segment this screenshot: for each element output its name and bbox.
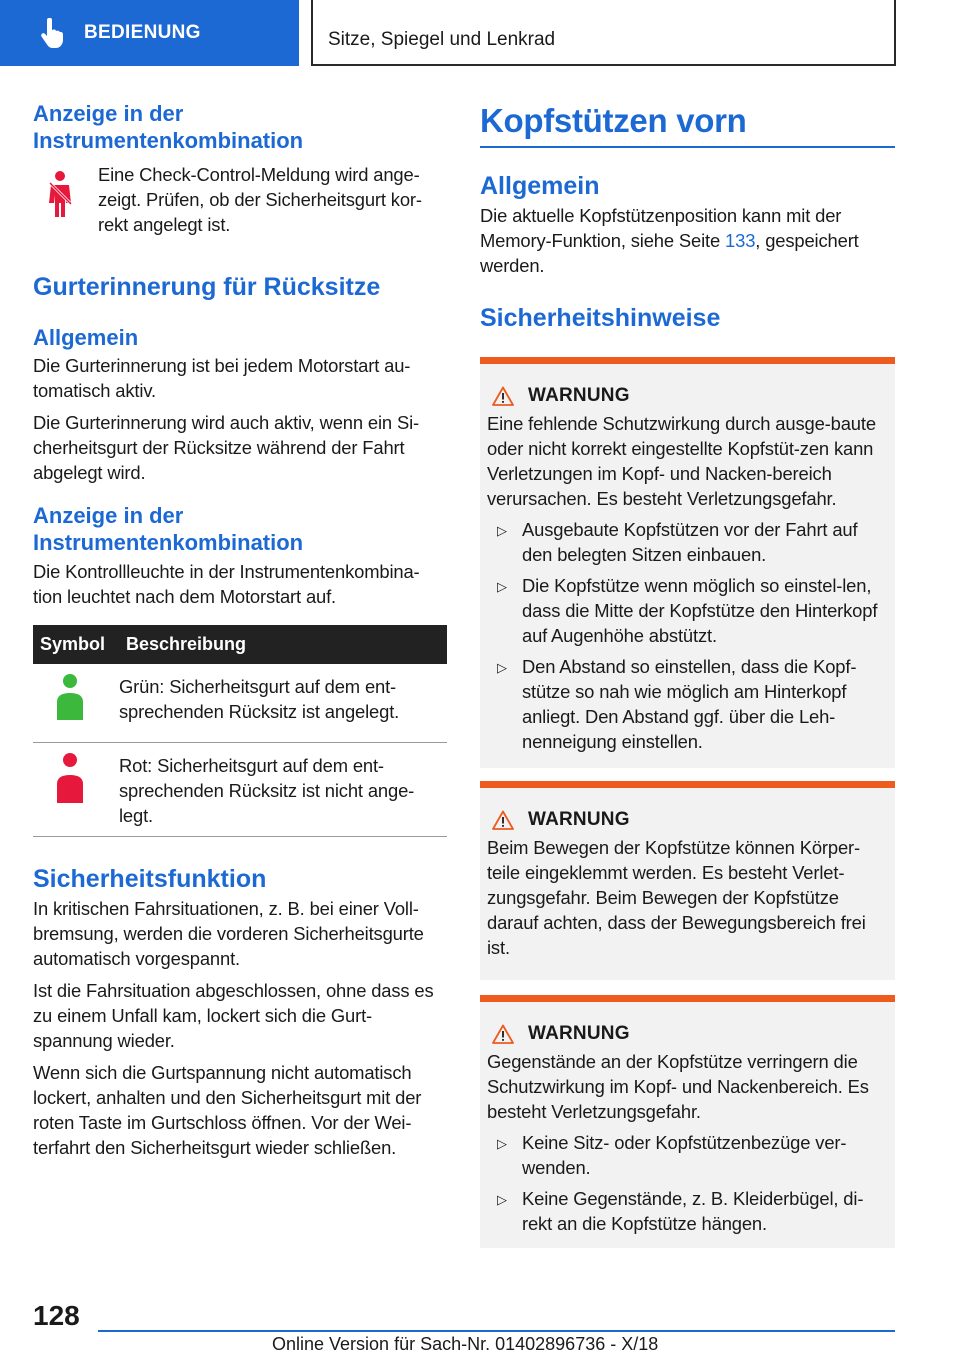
warning-text: Gegenstände an der Kopfstütze verringern die Schutzwirkung im Kopf- und Nackenbereich. Es besteht Verletzungsgefahr. [487, 1051, 869, 1122]
bullet-triangle-icon: ▷ [497, 660, 507, 675]
check-control-row [33, 162, 447, 237]
paragraph: Wenn sich die Gurtspannung nicht automatisch lockert, anhalten und den Sicherheitsgurt mit der roten Taste im Gurtschloss öffnen. Vor der Wei-terfahrt den Sicherheitsgurt wieder schließen. [33, 1062, 422, 1158]
footer-rule [98, 1330, 895, 1332]
warning-label: WARNUNG [528, 1023, 630, 1044]
warning-box [480, 781, 895, 980]
list-item-text: Keine Sitz- oder Kopfstützenbezüge ver-wenden. [522, 1132, 847, 1178]
subheading-general: Allgemein [33, 325, 139, 350]
paragraph: Die Gurterinnerung wird auch aktiv, wenn ein Si-cherheitsgurt der Rücksitze während der Fahrt abgelegt wird. [33, 412, 419, 483]
left-column [33, 100, 447, 1160]
list-item-text: Den Abstand so einstellen, dass die Kopf-stütze so nah wie möglich am Hinterkopf anliegt. Den Abstand ggf. über die Leh-nenneigung einstellen. [522, 656, 857, 752]
right-column [480, 102, 895, 1248]
symbol-table [33, 625, 447, 837]
list-item [487, 1130, 887, 1180]
warning-list [487, 517, 887, 754]
table-header-description: Beschreibung [119, 625, 447, 664]
table-header-symbol: Symbol [33, 625, 119, 664]
check-control-text: Eine Check-Control-Meldung wird ange-zeigt. Prüfen, ob der Sicherheitsgurt kor-rekt angelegt ist. [98, 164, 422, 235]
page-title: Kopfstützen vorn [480, 102, 747, 139]
hand-pointer-icon [38, 18, 66, 48]
section-title: BEDIENUNG [84, 22, 201, 43]
footer-text: Online Version für Sach-Nr. 01402896736 - X/18 [272, 1334, 659, 1354]
warning-text: Beim Bewegen der Kopfstütze können Körper-teile eingeklemmt werden. Es besteht Verlet-zungsgefahr. Beim Bewegen der Kopfstütze darauf achten, dass der Bewegungsbereich frei ist. [487, 837, 866, 958]
warning-icon [492, 1024, 514, 1044]
warning-list [487, 1130, 887, 1236]
chapter-title: Sitze, Spiegel und Lenkrad [328, 29, 556, 50]
table-row [33, 664, 447, 743]
heading-display: Anzeige in der Instrumentenkombination [33, 503, 304, 555]
bullet-triangle-icon: ▷ [497, 1136, 507, 1151]
list-item-text: Keine Gegenstände, z. B. Kleiderbügel, di-rekt an die Kopfstütze hängen. [522, 1188, 864, 1234]
warning-text: Eine fehlende Schutzwirkung durch ausge-baute oder nicht korrekt eingestellte Kopfstüt-zen kann Verletzungen im Kopf- und Nacken-bereich verursachen. Es besteht Verletzungsgefahr. [487, 413, 876, 509]
green-person-icon [54, 674, 86, 724]
title-rule [480, 146, 895, 148]
page-number: 128 [33, 1300, 80, 1331]
red-person-icon [54, 753, 86, 807]
warning-icon [492, 810, 514, 830]
list-item [487, 517, 887, 567]
list-item-text: Ausgebaute Kopfstützen vor der Fahrt auf den belegten Sitzen einbauen. [522, 519, 858, 565]
subheading-general: Allgemein [480, 172, 600, 200]
table-cell: Rot: Sicherheitsgurt auf dem ent-sprechenden Rücksitz ist nicht ange-legt. [119, 743, 447, 837]
subheading-safety-notes: Sicherheitshinweise [480, 304, 721, 332]
table-row [33, 743, 447, 837]
warning-box [480, 995, 895, 1248]
heading-display: Anzeige in der Instrumentenkombination [33, 101, 304, 153]
list-item [487, 573, 887, 648]
bullet-triangle-icon: ▷ [497, 523, 507, 538]
bullet-triangle-icon: ▷ [497, 579, 507, 594]
table-cell: Grün: Sicherheitsgurt auf dem ent-sprechenden Rücksitz ist angelegt. [119, 664, 447, 743]
paragraph: Die Kontrollleuchte in der Instrumentenkombina-tion leuchtet nach dem Motorstart auf. [33, 561, 420, 607]
heading-rear-reminder: Gurterinnerung für Rücksitze [33, 273, 381, 301]
section-tab [0, 0, 299, 66]
warning-label: WARNUNG [528, 809, 630, 830]
warning-label: WARNUNG [528, 385, 630, 406]
paragraph-memory [480, 203, 895, 278]
list-item [487, 654, 887, 754]
page-link[interactable]: 133 [725, 230, 756, 251]
heading-safety-function: Sicherheitsfunktion [33, 865, 267, 893]
chapter-header [311, 0, 896, 66]
warning-icon [492, 386, 514, 406]
paragraph: Die Gurterinnerung ist bei jedem Motorstart au-tomatisch aktiv. [33, 355, 411, 401]
warning-box [480, 357, 895, 768]
text: , gespeichert werden. [480, 230, 859, 276]
list-item [487, 1186, 887, 1236]
text: Die aktuelle Kopfstützenposition kann mit der Memory-Funktion, siehe Seite [480, 205, 842, 251]
paragraph: In kritischen Fahrsituationen, z. B. bei einer Voll-bremsung, werden die vorderen Sicherheitsgurte automatisch vorgespannt. [33, 898, 424, 969]
seatbelt-warning-icon [47, 170, 73, 220]
list-item-text: Die Kopfstütze wenn möglich so einstel-len, dass die Mitte der Kopfstütze den Hinterkopf auf Augenhöhe abstützt. [522, 575, 878, 646]
bullet-triangle-icon: ▷ [497, 1192, 507, 1207]
paragraph: Ist die Fahrsituation abgeschlossen, ohne dass es zu einem Unfall kam, lockert sich die Gurt-spannung wieder. [33, 980, 434, 1051]
